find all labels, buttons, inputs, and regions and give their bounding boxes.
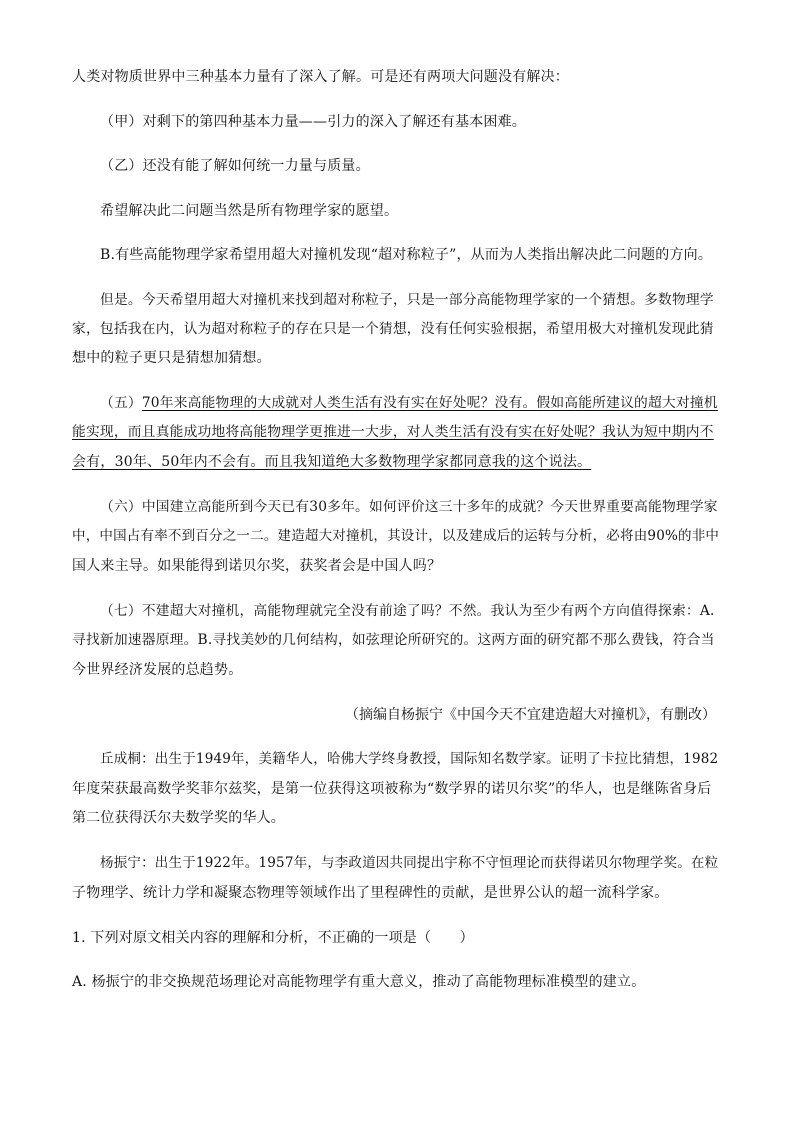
paragraph-line: 但是。今天希望用超大对撞机来找到超对称粒子，只是一部分高能物理学家的一个猜想。多数物理学 [100, 292, 714, 308]
paragraph-line: 希望解决此二问题当然是所有物理学家的愿望。 [100, 203, 399, 219]
list-item-jia: （甲）对剩下的第四种基本力量——引力的深入了解还有基本困难。 [100, 114, 526, 130]
paragraph-line: 国人来主导。如果能得到诺贝尔奖，获奖者会是中国人吗？ [72, 558, 442, 574]
paragraph-line: 寻找新加速器原理。B.寻找美妙的几何结构，如弦理论所研究的。这两方面的研究都不那么费钱，符合当 [72, 632, 715, 648]
paragraph-line: 杨振宁：出生于1922年。1957年，与李政道因共同提出宇称不守恒理论而获得诺贝尔物理学奖。在粒 [100, 855, 719, 871]
source-citation: （摘编自杨振宁《中国今天不宜建造超大对撞机》，有删改） [345, 707, 716, 723]
list-item-yi: （乙）还没有能了解如何统一力量与质量。 [100, 158, 370, 174]
paragraph-line: 今世界经济发展的总趋势。 [72, 662, 243, 678]
paragraph-line: （六）中国建立高能所到今天已有30多年。如何评价这三十多年的成就？今天世界重要高能物理学家 [100, 499, 718, 515]
paragraph-line: 第二位获得沃尔夫数学奖的华人。 [72, 810, 285, 826]
underlined-text: 70年来高能物理的大成就对人类生活有没有实在好处呢？没有。假如高能所建议的超大对撞机 [141, 395, 718, 411]
paragraph-line: 子物理学、统计力学和凝聚态物理等领域作出了里程碑性的贡献，是世界公认的超一流科学家。 [72, 885, 669, 901]
underlined-line: 会有，30年、50年内不会有。而且我知道绝大多数物理学家都同意我的这个说法。 [72, 454, 592, 470]
paragraph-line: 想中的粒子更只是猜想加猜想。 [72, 350, 271, 366]
paragraph-line: 家，包括我在内，认为超对称粒子的存在只是一个猜想，没有任何实验根据，希望用极大对撞机发现此猜 [72, 321, 714, 337]
question-stem: 1. 下列对原文相关内容的理解和分析，不正确的一项是（ ） [72, 930, 474, 946]
underlined-line: 能实现，而且真能成功地将高能物理学更推进一大步，对人类生活有没有实在好处呢？我认为短中期内不 [72, 424, 714, 440]
paragraph-line: 中，中国占有率不到百分之一二。建造超大对撞机，其设计，以及建成后的运转与分析，必将由90%的非中 [72, 528, 720, 544]
section-number: （五） [100, 395, 142, 411]
option-a: A. 杨振宁的非交换规范场理论对高能物理学有重大意义，推动了高能物理标准模型的建立。 [72, 974, 646, 990]
paragraph-line: （七）不建超大对撞机，高能物理就完全没有前途了吗？不然。我认为至少有两个方向值得探索：A. [100, 603, 715, 619]
paragraph-line: 人类对物质世界中三种基本力量有了深入了解。可是还有两项大问题没有解决： [72, 69, 569, 85]
paragraph-line: 年度荣获最高数学奖菲尔兹奖，是第一位获得这项被称为“数学界的诺贝尔奖”的华人，也是继陈省身后 [72, 781, 712, 797]
section-five-line [100, 393, 718, 413]
paragraph-line: 丘成桐：出生于1949年，美籍华人，哈佛大学终身教授，国际知名数学家。证明了卡拉比猜想，1982 [100, 751, 719, 767]
paragraph-line: B.有些高能物理学家希望用超大对撞机发现“超对称粒子”，从而为人类指出解决此二问题的方向。 [100, 247, 713, 263]
